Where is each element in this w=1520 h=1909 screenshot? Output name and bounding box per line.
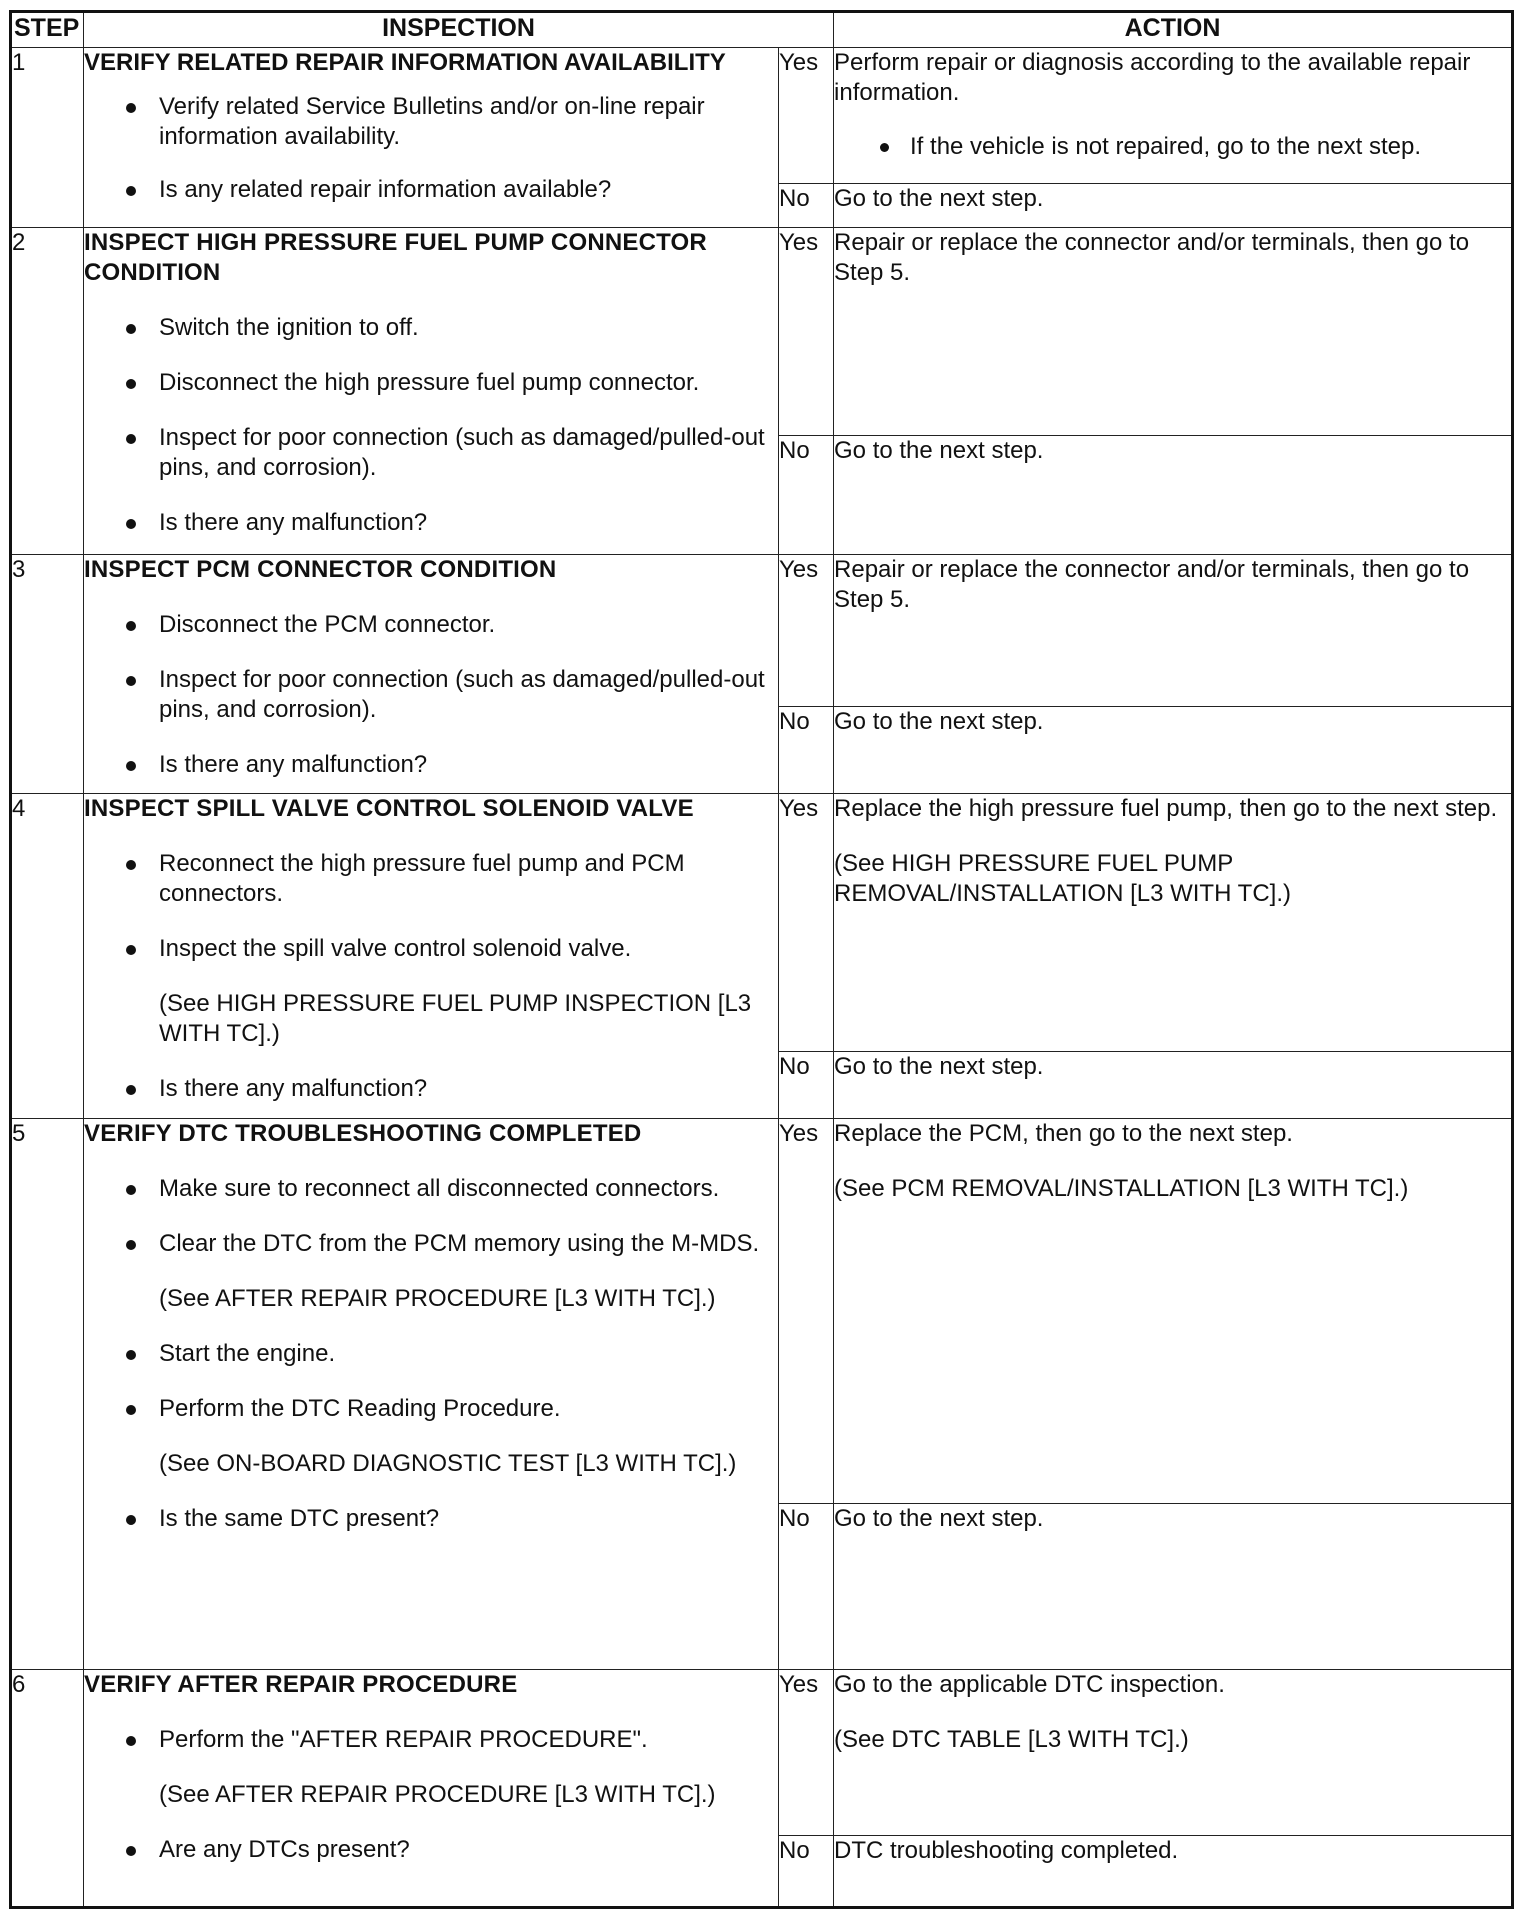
step-inspection xyxy=(84,555,779,794)
step-inspection xyxy=(84,228,779,555)
inspection-column-header: INSPECTION xyxy=(84,12,834,48)
step-number: 1 xyxy=(11,48,84,228)
yes-label: Yes xyxy=(779,555,834,707)
no-label: No xyxy=(779,1504,834,1670)
step-title: INSPECT SPILL VALVE CONTROL SOLENOID VALVE xyxy=(84,795,694,822)
inspection-item: Perform the DTC Reading Procedure. xyxy=(84,1394,778,1424)
yes-label: Yes xyxy=(779,228,834,436)
troubleshooting-table xyxy=(9,10,1514,1909)
no-label: No xyxy=(779,436,834,555)
step-4-yes-row xyxy=(11,794,1513,1052)
yes-label: Yes xyxy=(779,1119,834,1504)
step-5-yes-row xyxy=(11,1119,1513,1504)
no-label: No xyxy=(779,1836,834,1908)
inspection-item: Disconnect the high pressure fuel pump connector. xyxy=(84,368,778,398)
inspection-item: Start the engine. xyxy=(84,1339,778,1369)
inspection-item: Is there any malfunction? xyxy=(84,508,778,538)
step-3-yes-row xyxy=(11,555,1513,707)
step-inspection xyxy=(84,1670,779,1908)
action-text: Go to the applicable DTC inspection. xyxy=(834,1671,1225,1698)
step-number: 4 xyxy=(11,794,84,1119)
step-title: VERIFY AFTER REPAIR PROCEDURE xyxy=(84,1671,518,1698)
no-label: No xyxy=(779,707,834,794)
no-action: Go to the next step. xyxy=(834,1504,1513,1670)
step-title: VERIFY DTC TROUBLESHOOTING COMPLETED xyxy=(84,1120,642,1147)
inspection-item: Inspect the spill valve control solenoid valve. xyxy=(84,934,778,964)
step-6-yes-row xyxy=(11,1670,1513,1836)
action-bullet: If the vehicle is not repaired, go to the next step. xyxy=(834,132,1511,162)
action-reference: (See DTC TABLE [L3 WITH TC].) xyxy=(834,1726,1189,1753)
no-action: Go to the next step. xyxy=(834,707,1513,794)
inspection-item: Clear the DTC from the PCM memory using the M-MDS. xyxy=(84,1229,778,1259)
inspection-item: Inspect for poor connection (such as damaged/pulled-out pins, and corrosion). xyxy=(84,423,778,483)
yes-label: Yes xyxy=(779,794,834,1052)
step-number: 2 xyxy=(11,228,84,555)
reference-note: (See AFTER REPAIR PROCEDURE [L3 WITH TC].) xyxy=(159,1781,716,1808)
step-inspection xyxy=(84,1119,779,1670)
reference-note: (See ON-BOARD DIAGNOSTIC TEST [L3 WITH TC].) xyxy=(159,1450,737,1477)
no-label: No xyxy=(779,1052,834,1119)
inspection-item: Switch the ignition to off. xyxy=(84,313,778,343)
yes-action xyxy=(834,1119,1513,1504)
step-number: 6 xyxy=(11,1670,84,1908)
no-label: No xyxy=(779,184,834,228)
yes-action xyxy=(834,794,1513,1052)
no-action: Go to the next step. xyxy=(834,184,1513,228)
action-reference: (See PCM REMOVAL/INSTALLATION [L3 WITH TC].) xyxy=(834,1175,1409,1202)
yes-label: Yes xyxy=(779,48,834,184)
yes-action: Repair or replace the connector and/or terminals, then go to Step 5. xyxy=(834,555,1513,707)
inspection-item: Is any related repair information available? xyxy=(84,175,778,205)
inspection-item: Are any DTCs present? xyxy=(84,1835,778,1865)
step-1-yes-row xyxy=(11,48,1513,184)
step-title: VERIFY RELATED REPAIR INFORMATION AVAILABILITY xyxy=(84,49,726,76)
inspection-item: Reconnect the high pressure fuel pump and PCM connectors. xyxy=(84,849,778,909)
no-action: Go to the next step. xyxy=(834,1052,1513,1119)
reference-note: (See HIGH PRESSURE FUEL PUMP INSPECTION [L3 WITH TC].) xyxy=(159,990,752,1047)
yes-label: Yes xyxy=(779,1670,834,1836)
yes-action xyxy=(834,1670,1513,1836)
action-column-header: ACTION xyxy=(834,12,1513,48)
inspection-item: Make sure to reconnect all disconnected connectors. xyxy=(84,1174,778,1204)
step-inspection xyxy=(84,794,779,1119)
action-text: Perform repair or diagnosis according to the available repair information. xyxy=(834,49,1471,106)
action-reference: (See HIGH PRESSURE FUEL PUMP REMOVAL/INSTALLATION [L3 WITH TC].) xyxy=(834,850,1291,907)
step-number: 5 xyxy=(11,1119,84,1670)
table-header-row xyxy=(11,12,1513,48)
inspection-item: Is the same DTC present? xyxy=(84,1504,778,1534)
action-text: Replace the PCM, then go to the next step. xyxy=(834,1120,1293,1147)
no-action: DTC troubleshooting completed. xyxy=(834,1836,1513,1908)
step-column-header: STEP xyxy=(11,12,84,48)
yes-action: Repair or replace the connector and/or terminals, then go to Step 5. xyxy=(834,228,1513,436)
reference-note: (See AFTER REPAIR PROCEDURE [L3 WITH TC].) xyxy=(159,1285,716,1312)
yes-action xyxy=(834,48,1513,184)
step-inspection xyxy=(84,48,779,228)
step-title: INSPECT PCM CONNECTOR CONDITION xyxy=(84,556,557,583)
inspection-item: Is there any malfunction? xyxy=(84,750,778,780)
step-title: INSPECT HIGH PRESSURE FUEL PUMP CONNECTOR CONDITION xyxy=(84,229,707,286)
inspection-item: Is there any malfunction? xyxy=(84,1074,778,1104)
inspection-item: Disconnect the PCM connector. xyxy=(84,610,778,640)
no-action: Go to the next step. xyxy=(834,436,1513,555)
inspection-item: Inspect for poor connection (such as damaged/pulled-out pins, and corrosion). xyxy=(84,665,778,725)
step-number: 3 xyxy=(11,555,84,794)
inspection-item: Perform the "AFTER REPAIR PROCEDURE". xyxy=(84,1725,778,1755)
action-text: Replace the high pressure fuel pump, then go to the next step. xyxy=(834,795,1498,822)
step-2-yes-row xyxy=(11,228,1513,436)
inspection-item: Verify related Service Bulletins and/or on-line repair information availability. xyxy=(84,92,778,152)
